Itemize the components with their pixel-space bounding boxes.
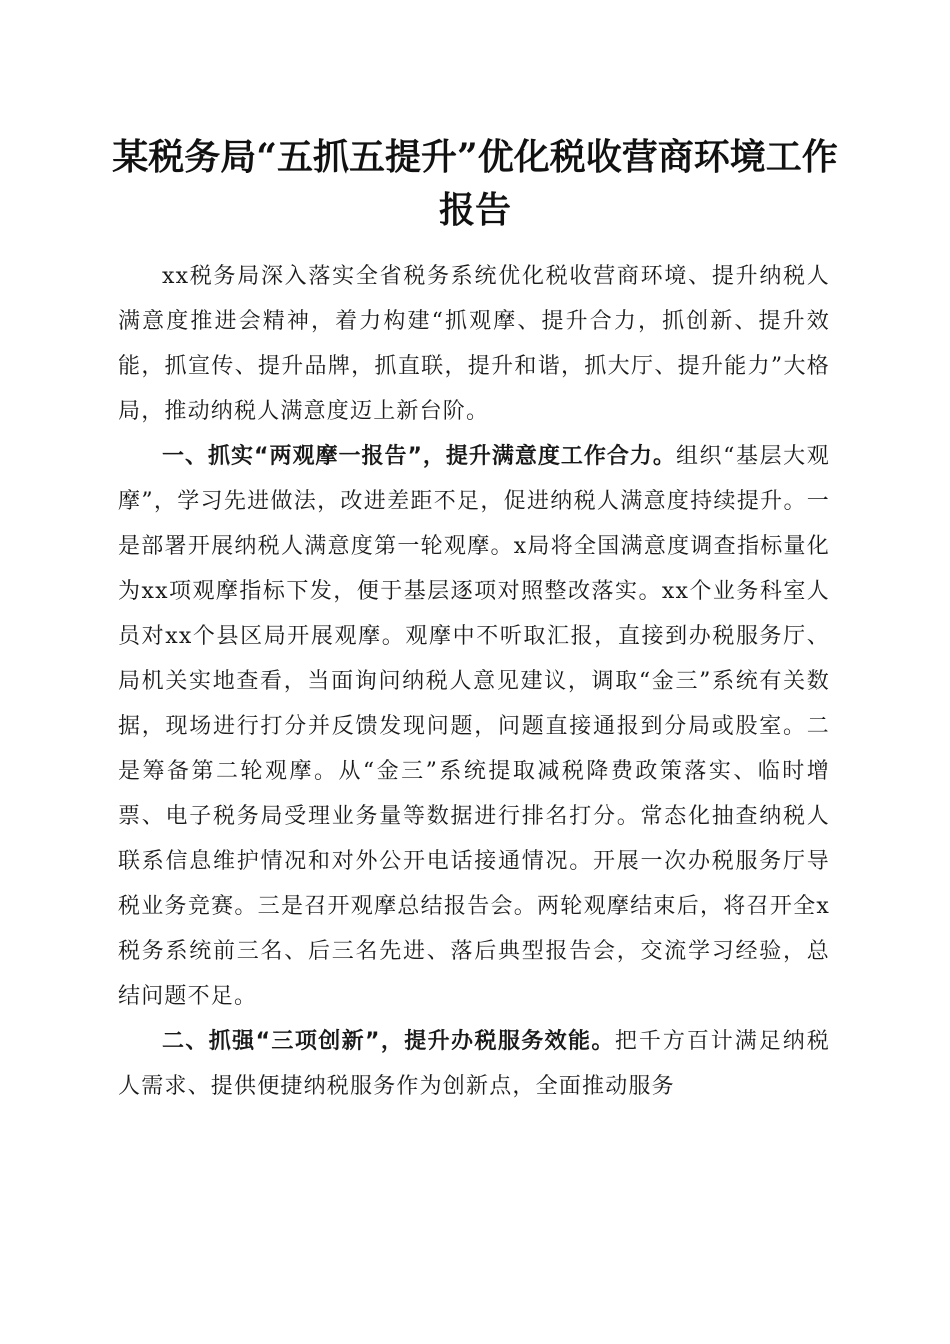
section-heading-2: 二、抓强“三项创新”，提升办税服务效能。: [162, 1029, 615, 1054]
section-heading-1: 一、抓实“两观摩一报告”，提升满意度工作合力。: [162, 444, 676, 469]
document-title: 某税务局“五抓五提升”优化税收营商环境工作报告: [112, 136, 838, 231]
document-body: [118, 254, 830, 1109]
intro-paragraph: xx税务局深入落实全省税务系统优化税收营商环境、提升纳税人满意度推进会精神，着力构建“抓观摩、提升合力，抓创新、提升效能，抓宣传、提升品牌，抓直联，提升和谐，抓大厅、提升能力”大格局，推动纳税人满意度迈上新台阶。: [118, 264, 830, 424]
section-body-2: 把千方百计满足纳税人需求、提供便捷纳税服务作为创新点，全面推动服务: [118, 1029, 830, 1099]
section-paragraph-2: [118, 1019, 830, 1109]
section-paragraph-1: [118, 434, 830, 1019]
section-body-1: 组织“基层大观摩”，学习先进做法，改进差距不足，促进纳税人满意度持续提升。一是部署开展纳税人满意度第一轮观摩。x局将全国满意度调查指标量化为xx项观摩指标下发，便于基层逐项对照整改落实。xx个业务科室人员对xx个县区局开展观摩。观摩中不听取汇报，直接到办税服务厅、局机关实地查看，当面询问纳税人意见建议，调取“金三”系统有关数据，现场进行打分并反馈发现问题，问题直接通报到分局或股室。二是筹备第二轮观摩。从“金三”系统提取减税降费政策落实、临时增票、电子税务局受理业务量等数据进行排名打分。常态化抽查纳税人联系信息维护情况和对外公开电话接通情况。开展一次办税服务厅导税业务竞赛。三是召开观摩总结报告会。两轮观摩结束后，将召开全x税务系统前三名、后三名先进、落后典型报告会，交流学习经验，总结问题不足。: [118, 444, 830, 1009]
